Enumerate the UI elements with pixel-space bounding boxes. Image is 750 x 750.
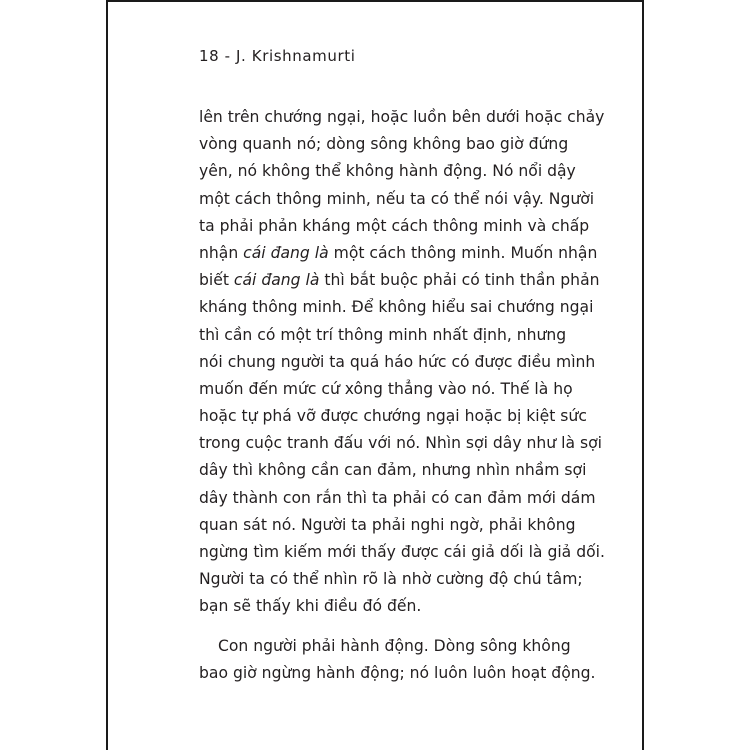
text-line: Con người phải hành động. Dòng sông không bbox=[218, 636, 571, 655]
text-line: dây thành con rắn thì ta phải có can đảm mới dám bbox=[199, 488, 596, 507]
text-line: quan sát nó. Người ta phải nghi ngờ, phải không bbox=[199, 515, 576, 534]
text-line: muốn đến mức cứ xông thẳng vào nó. Thế là họ bbox=[199, 379, 573, 398]
paragraph-gap bbox=[199, 621, 561, 633]
paragraph-2 bbox=[199, 633, 596, 687]
text-line: lên trên chướng ngại, hoặc luồn bên dưới hoặc chảy bbox=[199, 108, 605, 126]
text-line: bao giờ ngừng hành động; nó luôn luôn hoạt động. bbox=[199, 663, 596, 682]
running-head: 18 - J. Krishnamurti bbox=[199, 47, 356, 65]
text-line: ngừng tìm kiếm mới thấy được cái giả dối là giả dối. bbox=[199, 543, 605, 561]
page-top-edge bbox=[107, 0, 643, 2]
italic-phrase: cái đang là bbox=[243, 243, 329, 262]
body-text bbox=[199, 104, 605, 687]
italic-phrase: cái đang là bbox=[233, 271, 320, 290]
text-line: ta phải phản kháng một cách thông minh và chấp bbox=[199, 216, 590, 235]
text-line: kháng thông minh. Để không hiểu sai chướng ngại bbox=[199, 298, 594, 317]
text-line: vòng quanh nó; dòng sông không bao giờ đứng bbox=[199, 135, 569, 154]
text-line: yên, nó không thể không hành động. Nó nổi dậy bbox=[199, 162, 576, 181]
text-line: bạn sẽ thấy khi điều đó đến. bbox=[199, 597, 422, 616]
text-segment: một cách thông minh. Muốn nhận bbox=[328, 243, 598, 262]
page-left-edge bbox=[106, 0, 108, 750]
text-line bbox=[199, 267, 600, 294]
text-segment: biết bbox=[199, 271, 234, 290]
text-line: trong cuộc tranh đấu với nó. Nhìn sợi dây như là sợi bbox=[199, 434, 602, 453]
text-segment: thì bắt buộc phải có tinh thần phản bbox=[319, 271, 600, 290]
text-segment: nhận bbox=[199, 243, 244, 262]
text-line: Người ta có thể nhìn rõ là nhờ cường độ chú tâm; bbox=[199, 570, 583, 589]
page-right-edge bbox=[642, 0, 644, 750]
text-line: dây thì không cần can đảm, nhưng nhìn nhầm sợi bbox=[199, 461, 587, 480]
text-line: hoặc tự phá vỡ được chướng ngại hoặc bị kiệt sức bbox=[199, 407, 587, 426]
text-line: nói chung người ta quá háo hức có được điều mình bbox=[199, 352, 596, 371]
paragraph-1 bbox=[199, 104, 605, 621]
text-line: thì cần có một trí thông minh nhất định, nhưng bbox=[199, 325, 567, 344]
text-line: một cách thông minh, nếu ta có thể nói vậy. Người bbox=[199, 189, 595, 208]
text-line bbox=[199, 240, 598, 267]
